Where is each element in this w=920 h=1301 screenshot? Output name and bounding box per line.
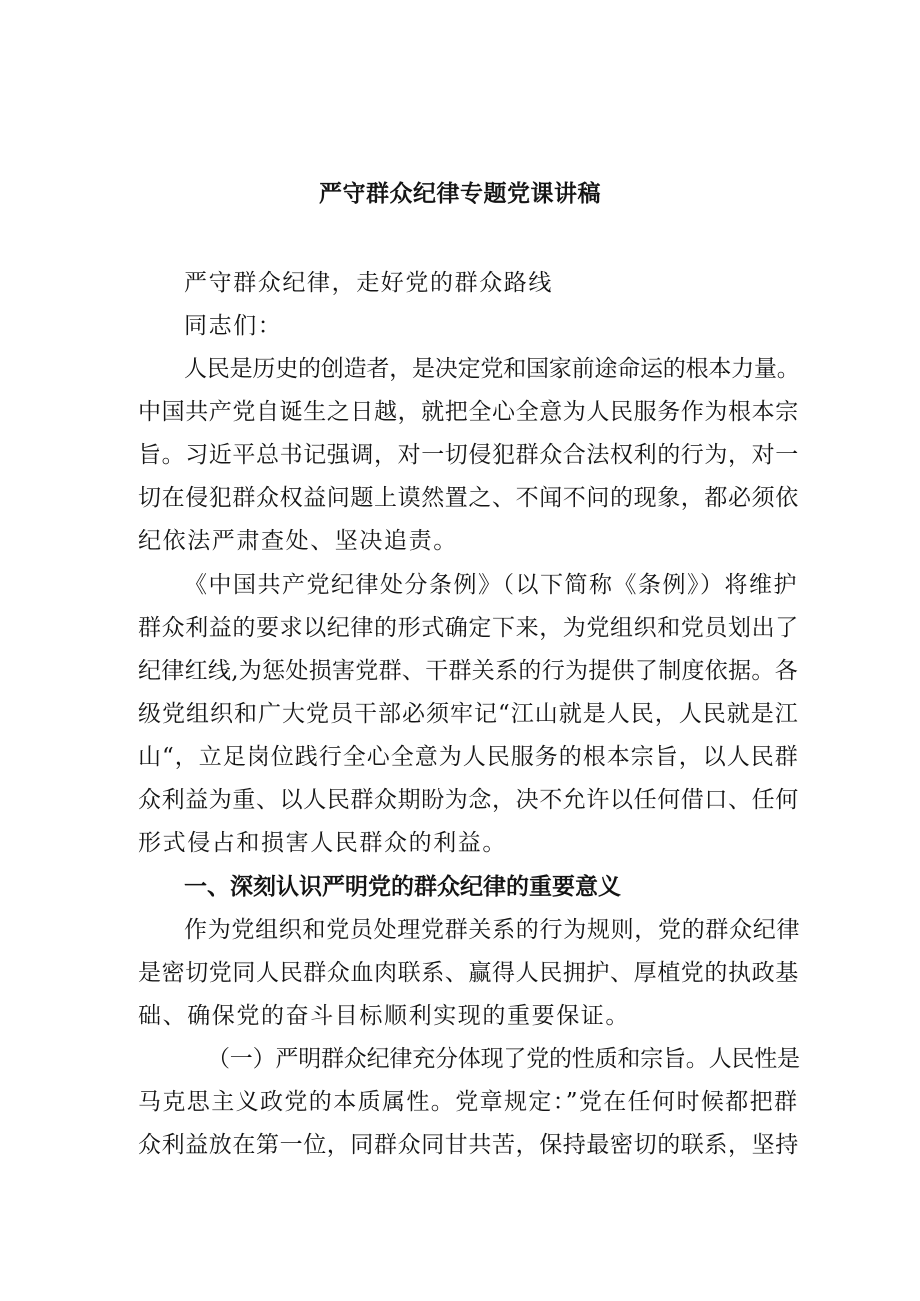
paragraph-3	[138, 909, 800, 1038]
paragraph-line: 人民是历史的创造者，是决定党和国家前途命运的根本力量。	[184, 356, 800, 382]
paragraph-line: 作为党组织和党员处理党群关系的行为规则，党的群众纪律	[184, 917, 801, 943]
paragraph-line: 山“，立足岗位践行全心全意为人民服务的根本宗旨，以人民群	[138, 744, 799, 770]
paragraph-line: 纪依法严肃查处、坚决追责。	[138, 528, 458, 554]
paragraph-line: 切在侵犯群众权益问题上谟然置之、不闻不问的现象，都必须依	[138, 485, 799, 511]
paragraph-line: 群众利益的要求以纪律的形式确定下来，为党组织和党员划出了	[138, 615, 799, 641]
greeting	[138, 305, 800, 348]
paragraph-line: 中国共产党自诞生之日越，就把全心全意为人民服务作为根本宗	[138, 399, 799, 425]
paragraph-line: 础、确保党的奋斗目标顺利实现的重要保证。	[138, 1003, 630, 1029]
paragraph-1	[138, 348, 800, 563]
paragraph-line: 旨。习近平总书记强调，对一切侵犯群众合法权利的行为，对一	[138, 442, 799, 468]
paragraph-line: （一）严明群众纪律充分体现了党的性质和宗旨。人民性是	[207, 1046, 800, 1072]
subtitle-text: 严守群众纪律，走好党的群众路线	[184, 270, 553, 296]
document-title: 严守群众纪律专题党课讲稿	[319, 181, 601, 207]
paragraph-line: 众利益放在第一位，同群众同甘共苦，保持最密切的联系，坚持	[138, 1132, 799, 1158]
greeting-text: 同志们：	[184, 313, 283, 339]
section-heading-1: 一、深刻认识严明党的群众纪律的重要意义	[184, 874, 621, 900]
paragraph-line: 《中国共产党纪律处分条例》（以下简称《条例》）将维护	[184, 572, 798, 598]
paragraph-line: 形式侵占和损害人民群众的利益。	[138, 830, 507, 856]
paragraph-line: 马克思主义政党的本质属性。党章规定：”党在任何时候都把群	[138, 1089, 799, 1115]
paragraph-4	[138, 1038, 800, 1167]
paragraph-line: 是密切党同人民群众血肉联系、赢得人民拥护、厚植党的执政基	[138, 960, 799, 986]
document-subtitle	[138, 262, 800, 305]
paragraph-line: 级党组织和广大党员干部必须牢记“江山就是人民，人民就是江	[138, 701, 799, 727]
paragraph-2	[138, 564, 800, 865]
paragraph-line: 纪律红线,为惩处损害党群、干群关系的行为提供了制度依据。各	[138, 658, 799, 684]
paragraph-line: 众利益为重、以人民群众期盼为念，决不允许以任何借口、任何	[138, 787, 799, 813]
